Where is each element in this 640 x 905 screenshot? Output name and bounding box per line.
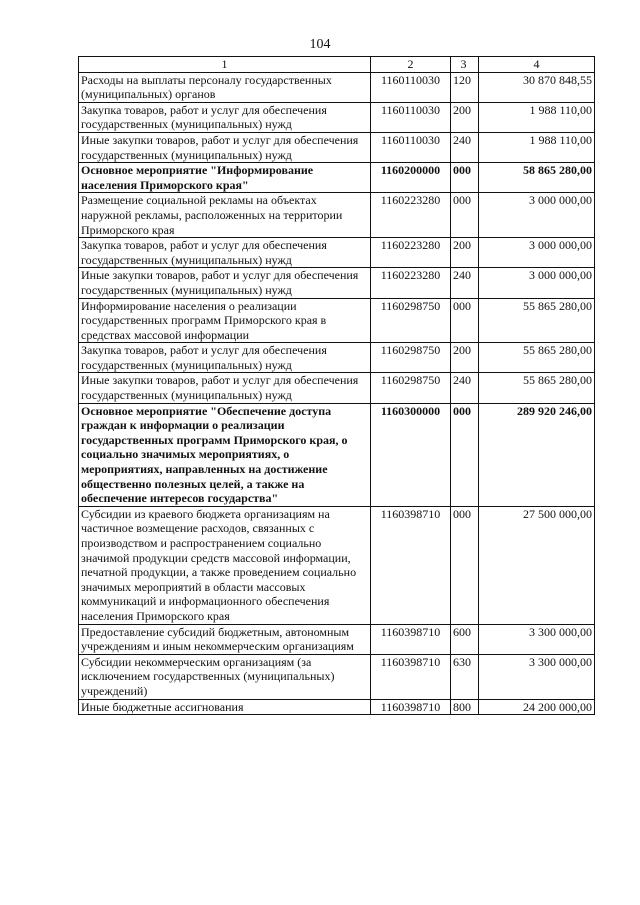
row-name-cell: Предоставление субсидий бюджетным, автономным учреждениям и иным некоммерческим организациям xyxy=(79,624,371,654)
row-name-cell: Иные бюджетные ассигнования xyxy=(79,699,371,715)
table-row xyxy=(79,163,595,193)
row-expense-type-cell: 240 xyxy=(451,373,479,403)
table-row xyxy=(79,506,595,624)
table-row xyxy=(79,373,595,403)
row-code-cell: 1160110030 xyxy=(371,102,451,132)
row-expense-type-cell: 000 xyxy=(451,163,479,193)
row-code-cell: 1160298750 xyxy=(371,343,451,373)
row-name-cell: Основное мероприятие "Обеспечение доступа граждан к информации о реализации государственных программ Приморского края, о социально значимых мероприятиях, о мероприятиях, направленных на достижение общественно полезных целей, а также на обеспечение интересов государства" xyxy=(79,403,371,506)
row-name-cell: Закупка товаров, работ и услуг для обеспечения государственных (муниципальных) нужд xyxy=(79,343,371,373)
row-code-cell: 1160110030 xyxy=(371,132,451,162)
row-amount-cell: 24 200 000,00 xyxy=(479,699,595,715)
row-amount-cell: 3 300 000,00 xyxy=(479,654,595,699)
table-row xyxy=(79,343,595,373)
row-name-cell: Расходы на выплаты персоналу государственных (муниципальных) органов xyxy=(79,72,371,102)
row-expense-type-cell: 000 xyxy=(451,403,479,506)
row-code-cell: 1160398710 xyxy=(371,699,451,715)
row-expense-type-cell: 120 xyxy=(451,72,479,102)
row-expense-type-cell: 600 xyxy=(451,624,479,654)
row-expense-type-cell: 240 xyxy=(451,132,479,162)
row-code-cell: 1160223280 xyxy=(371,238,451,268)
row-amount-cell: 1 988 110,00 xyxy=(479,102,595,132)
row-expense-type-cell: 200 xyxy=(451,238,479,268)
row-code-cell: 1160298750 xyxy=(371,373,451,403)
row-name-cell: Иные закупки товаров, работ и услуг для обеспечения государственных (муниципальных) нужд xyxy=(79,373,371,403)
row-expense-type-cell: 200 xyxy=(451,343,479,373)
row-code-cell: 1160110030 xyxy=(371,72,451,102)
table-row xyxy=(79,238,595,268)
row-expense-type-cell: 800 xyxy=(451,699,479,715)
row-amount-cell: 3 000 000,00 xyxy=(479,268,595,298)
row-amount-cell: 289 920 246,00 xyxy=(479,403,595,506)
table-row xyxy=(79,403,595,506)
row-code-cell: 1160398710 xyxy=(371,506,451,624)
row-name-cell: Информирование населения о реализации государственных программ Приморского края в средствах массовой информации xyxy=(79,298,371,343)
row-amount-cell: 27 500 000,00 xyxy=(479,506,595,624)
column-header-1: 1 xyxy=(79,57,371,73)
column-header-4: 4 xyxy=(479,57,595,73)
table-row xyxy=(79,102,595,132)
table-row xyxy=(79,193,595,238)
row-code-cell: 1160300000 xyxy=(371,403,451,506)
budget-table xyxy=(78,56,595,715)
row-amount-cell: 58 865 280,00 xyxy=(479,163,595,193)
row-expense-type-cell: 000 xyxy=(451,298,479,343)
row-name-cell: Субсидии из краевого бюджета организациям на частичное возмещение расходов, связанных с производством и распространением социально значимой продукции средств массовой информации, печатной продукции, а также проведением социально значимых мероприятий в области массовых коммуникаций и информационного обеспечения населения Приморского края xyxy=(79,506,371,624)
row-code-cell: 1160298750 xyxy=(371,298,451,343)
row-amount-cell: 1 988 110,00 xyxy=(479,132,595,162)
row-code-cell: 1160398710 xyxy=(371,654,451,699)
row-name-cell: Закупка товаров, работ и услуг для обеспечения государственных (муниципальных) нужд xyxy=(79,102,371,132)
table-row xyxy=(79,132,595,162)
row-name-cell: Основное мероприятие "Информирование населения Приморского края" xyxy=(79,163,371,193)
column-header-3: 3 xyxy=(451,57,479,73)
column-header-2: 2 xyxy=(371,57,451,73)
row-code-cell: 1160200000 xyxy=(371,163,451,193)
row-name-cell: Иные закупки товаров, работ и услуг для обеспечения государственных (муниципальных) нужд xyxy=(79,132,371,162)
row-amount-cell: 3 000 000,00 xyxy=(479,238,595,268)
row-amount-cell: 3 000 000,00 xyxy=(479,193,595,238)
table-row xyxy=(79,72,595,102)
row-expense-type-cell: 200 xyxy=(451,102,479,132)
row-code-cell: 1160223280 xyxy=(371,268,451,298)
table-row xyxy=(79,699,595,715)
table-header-row xyxy=(79,57,595,73)
row-name-cell: Размещение социальной рекламы на объектах наружной рекламы, расположенных на территории Приморского края xyxy=(79,193,371,238)
table-row xyxy=(79,298,595,343)
page-number: 104 xyxy=(309,37,331,52)
row-expense-type-cell: 000 xyxy=(451,506,479,624)
row-expense-type-cell: 240 xyxy=(451,268,479,298)
row-code-cell: 1160223280 xyxy=(371,193,451,238)
table-body xyxy=(79,72,595,715)
row-name-cell: Иные закупки товаров, работ и услуг для обеспечения государственных (муниципальных) нужд xyxy=(79,268,371,298)
row-expense-type-cell: 000 xyxy=(451,193,479,238)
row-code-cell: 1160398710 xyxy=(371,624,451,654)
row-amount-cell: 55 865 280,00 xyxy=(479,298,595,343)
row-amount-cell: 3 300 000,00 xyxy=(479,624,595,654)
row-name-cell: Субсидии некоммерческим организациям (за исключением государственных (муниципальных) учреждений) xyxy=(79,654,371,699)
row-amount-cell: 55 865 280,00 xyxy=(479,343,595,373)
table-row xyxy=(79,654,595,699)
row-amount-cell: 30 870 848,55 xyxy=(479,72,595,102)
table-row xyxy=(79,624,595,654)
row-amount-cell: 55 865 280,00 xyxy=(479,373,595,403)
row-expense-type-cell: 630 xyxy=(451,654,479,699)
row-name-cell: Закупка товаров, работ и услуг для обеспечения государственных (муниципальных) нужд xyxy=(79,238,371,268)
table-row xyxy=(79,268,595,298)
